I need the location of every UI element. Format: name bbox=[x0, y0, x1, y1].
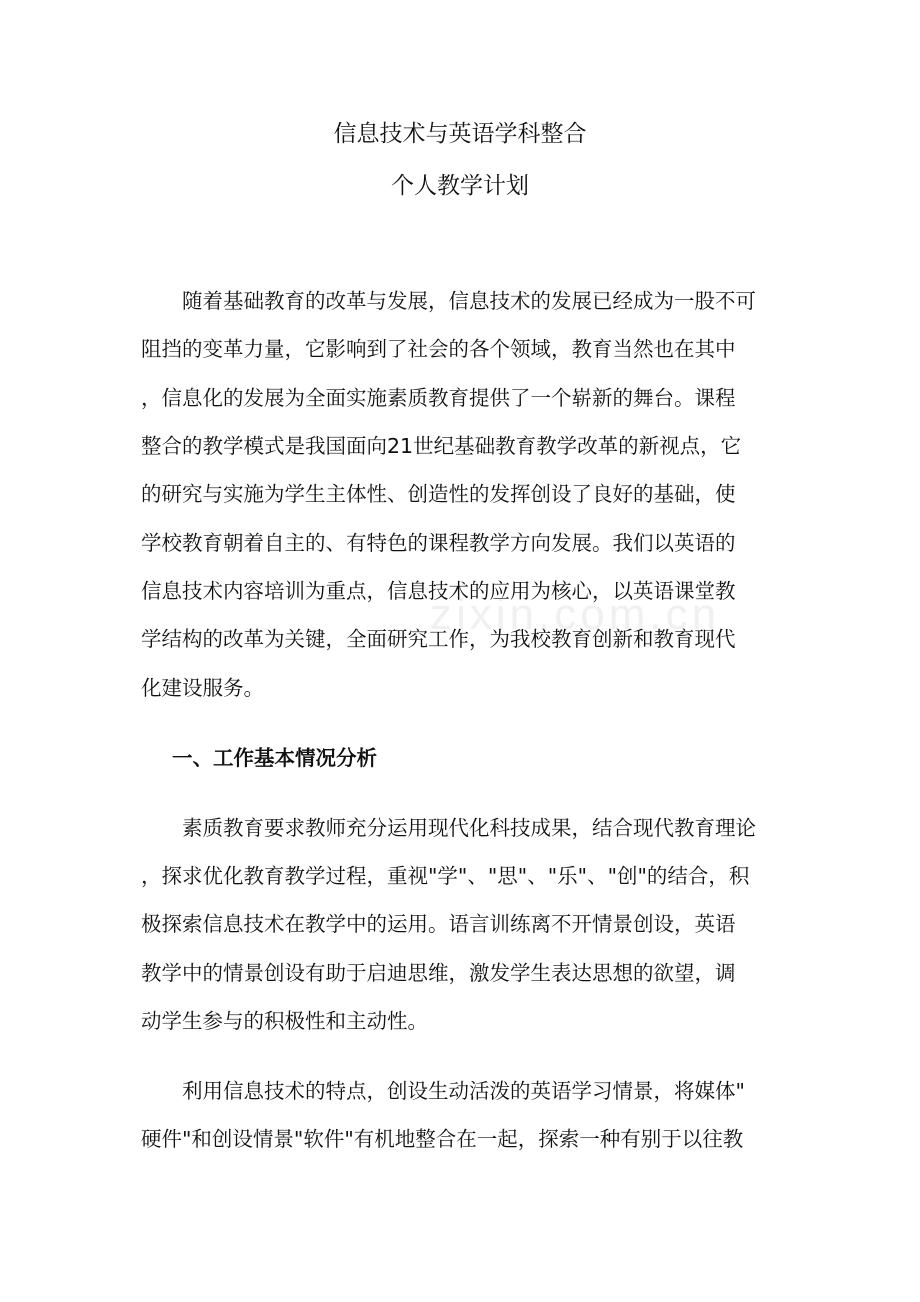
intro-line: ，信息化的发展为全面实施素质教育提供了一个崭新的舞台。课程 bbox=[141, 386, 736, 410]
intro-line: 学结构的改革为关键，全面研究工作，为我校教育创新和教育现代 bbox=[141, 627, 736, 651]
intro-line: 阻挡的变革力量，它影响到了社会的各个领域，教育当然也在其中 bbox=[141, 337, 736, 361]
document-title: 信息技术与英语学科整合 bbox=[333, 121, 587, 147]
intro-line: 信息技术内容培训为重点，信息技术的应用为核心，以英语课堂教 bbox=[141, 579, 736, 603]
intro-line: 学校教育朝着自主的、有特色的课程教学方向发展。我们以英语的 bbox=[141, 531, 736, 555]
section-heading: 一、工作基本情况分析 bbox=[172, 746, 377, 770]
section1-para2-line: 利用信息技术的特点，创设生动活泼的英语学习情景，将媒体" bbox=[141, 1079, 745, 1103]
intro-line: 整合的教学模式是我国面向21世纪基础教育教学改革的新视点，它 bbox=[141, 434, 742, 458]
watermark: zixin.com.cn bbox=[430, 590, 721, 639]
section1-para1-line: 动学生参与的积极性和主动性。 bbox=[141, 1009, 428, 1033]
section1-para1-line: 教学中的情景创设有助于启迪思维，激发学生表达思想的欲望，调 bbox=[141, 961, 736, 985]
section1-para2-line: 硬件"和创设情景"软件"有机地整合在一起，探索一种有别于以往教 bbox=[141, 1127, 744, 1151]
section1-para1-line: 素质教育要求教师充分运用现代化科技成果，结合现代教育理论 bbox=[141, 816, 756, 840]
section1-para1-line: 极探索信息技术在教学中的运用。语言训练离不开情景创设，英语 bbox=[141, 912, 736, 936]
intro-line: 随着基础教育的改革与发展，信息技术的发展已经成为一股不可 bbox=[141, 289, 756, 313]
intro-line: 化建设服务。 bbox=[141, 676, 264, 700]
section1-para1-line: ，探求优化教育教学过程，重视"学"、"思"、"乐"、"创"的结合，积 bbox=[141, 864, 750, 888]
intro-line: 的研究与实施为学生主体性、创造性的发挥创设了良好的基础，使 bbox=[141, 482, 736, 506]
document-subtitle: 个人教学计划 bbox=[391, 173, 529, 199]
